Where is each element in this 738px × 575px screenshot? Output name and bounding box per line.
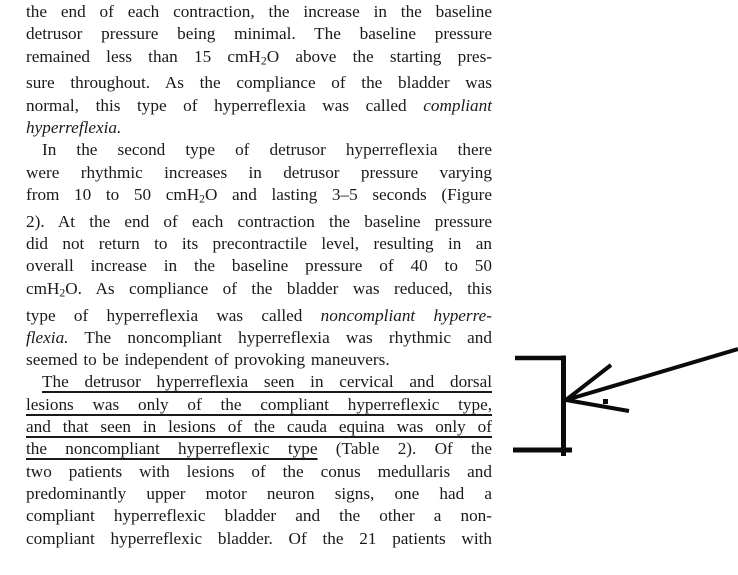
text-segment: cmH bbox=[26, 278, 60, 298]
text-segment: compliant bbox=[423, 95, 492, 115]
text-column bbox=[26, 1, 492, 550]
text-line bbox=[26, 139, 492, 161]
text-line bbox=[26, 23, 492, 45]
text-line bbox=[26, 46, 492, 73]
text-segment: 2). At the end of each contraction the baseline pressure bbox=[26, 211, 492, 231]
text-segment: O and lasting 3–5 seconds (Figure bbox=[204, 184, 492, 204]
text-line bbox=[26, 483, 492, 505]
text-segment: The noncompliant hyperreflexia was rhythmic and bbox=[68, 327, 492, 347]
annotation-ink-dot bbox=[603, 399, 608, 404]
text-line bbox=[26, 461, 492, 483]
text-line bbox=[26, 327, 492, 349]
text-line bbox=[26, 349, 492, 371]
text-segment: In the second type of detrusor hyperreflexia there bbox=[42, 140, 492, 160]
text-segment: detrusor pressure being minimal. The baseline pressure bbox=[26, 24, 492, 44]
text-segment: 2 bbox=[260, 54, 267, 68]
text-line bbox=[26, 95, 492, 117]
text-line bbox=[26, 233, 492, 255]
annotation-arrow-shaft bbox=[566, 349, 738, 400]
annotation-arrowhead-upper-line bbox=[566, 365, 611, 400]
text-line bbox=[26, 416, 492, 438]
text-line bbox=[26, 438, 492, 460]
text-segment: O above the starting pres- bbox=[266, 46, 492, 66]
text-segment: (Table 2). Of the bbox=[317, 439, 492, 459]
text-segment: 2 bbox=[199, 192, 205, 206]
text-segment: noncompliant hyperre- bbox=[320, 305, 493, 325]
text-segment: O. As compliance of the bladder was reduced, this bbox=[65, 278, 492, 298]
text-segment: from 10 to 50 cmH bbox=[26, 184, 200, 204]
text-segment: did not return to its precontractile level, resulting in an bbox=[26, 234, 492, 254]
text-line bbox=[26, 255, 492, 277]
text-line bbox=[26, 211, 492, 233]
text-segment: were rhythmic increases in detrusor pressure varying bbox=[26, 162, 492, 182]
text-line bbox=[26, 1, 492, 23]
text-segment: two patients with lesions of the conus medullaris and bbox=[26, 461, 492, 481]
text-segment: the end of each contraction, the increase in the baseline bbox=[26, 2, 492, 21]
annotation-arrowhead-lower-line bbox=[566, 400, 629, 411]
text-line bbox=[26, 505, 492, 527]
text-line bbox=[26, 72, 492, 94]
text-line bbox=[26, 394, 492, 416]
text-line bbox=[26, 278, 492, 305]
text-segment: hyperreflexia. bbox=[26, 118, 122, 138]
text-line bbox=[26, 162, 492, 184]
text-segment: 2 bbox=[59, 286, 66, 300]
text-segment: predominantly upper motor neuron signs, one had a bbox=[26, 483, 492, 503]
text-line bbox=[26, 184, 492, 211]
text-segment: remained less than 15 cmH bbox=[26, 46, 261, 66]
text-segment: type of hyperreflexia was called bbox=[26, 305, 321, 325]
text-segment: compliant hyperreflexic bladder. Of the 21 patients with bbox=[26, 528, 492, 548]
text-segment: the noncompliant hyperreflexic type bbox=[26, 439, 318, 459]
text-segment: and that seen in lesions of the cauda equina was only of bbox=[26, 417, 492, 437]
text-segment: overall increase in the baseline pressure of 40 to 50 bbox=[26, 256, 492, 276]
text-segment: compliant hyperreflexic bladder and the other a non- bbox=[26, 506, 492, 526]
text-segment: The detrusor hyperreflexia seen in cervical and dorsal bbox=[42, 372, 492, 392]
text-segment: seemed to be independent of provoking maneuvers. bbox=[26, 350, 390, 370]
text-line bbox=[26, 528, 492, 550]
text-segment: sure throughout. As the compliance of the bladder was bbox=[26, 73, 492, 93]
text-line bbox=[26, 117, 492, 139]
text-line bbox=[26, 305, 492, 327]
text-line bbox=[26, 371, 492, 393]
text-segment: normal, this type of hyperreflexia was called bbox=[26, 95, 424, 115]
text-segment: lesions was only of the compliant hyperreflexic type, bbox=[26, 394, 492, 414]
text-segment: flexia. bbox=[26, 327, 69, 347]
